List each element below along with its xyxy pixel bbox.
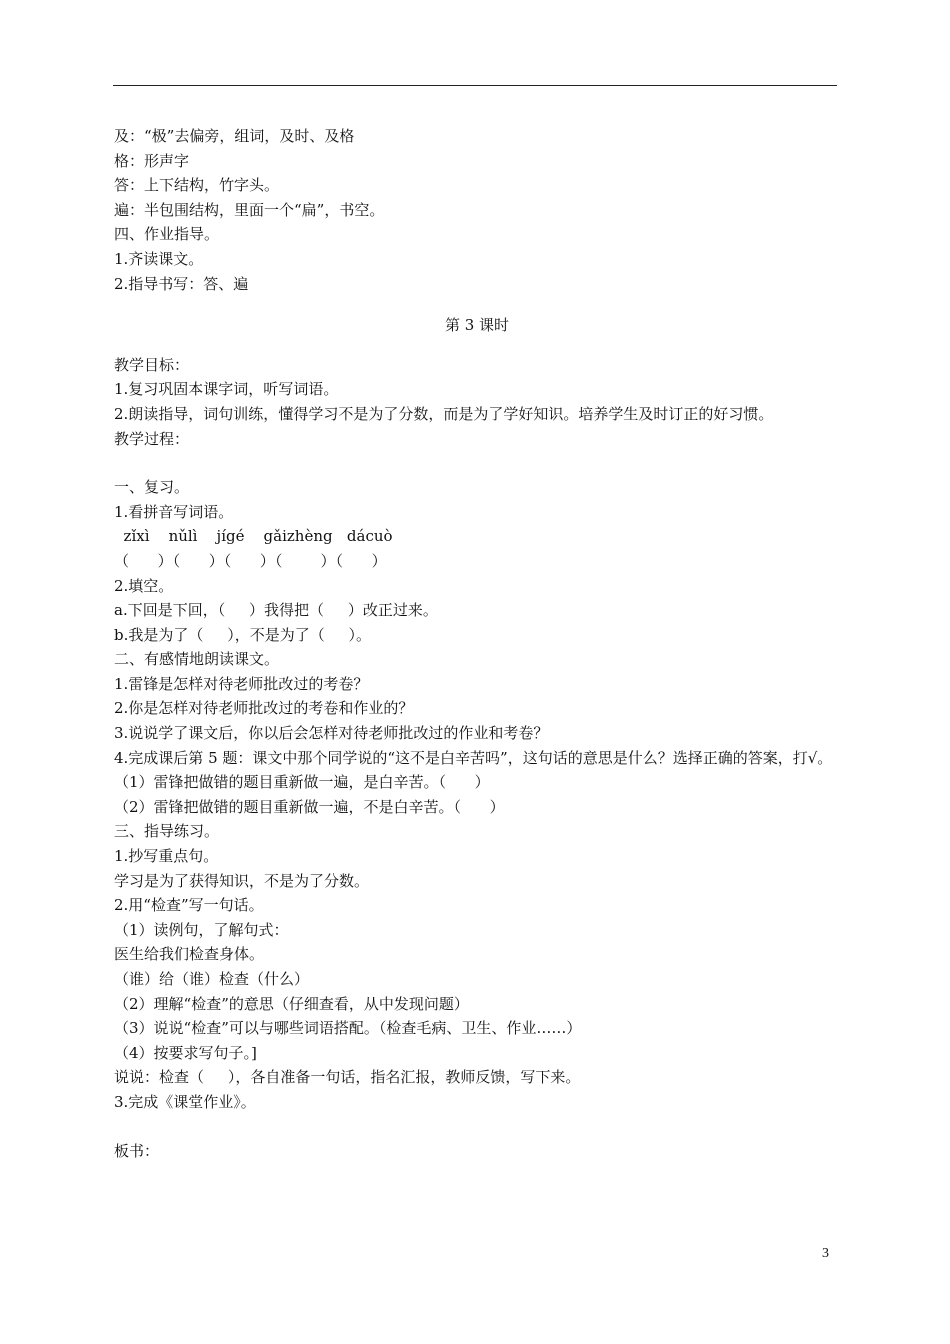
text-line: （4）按要求写句子。] [114,1043,257,1062]
text-line: 2.你是怎样对待老师批改过的考卷和作业的？ [114,699,414,718]
section-heading: 教学过程： [114,429,190,448]
text-line: 答：上下结构，竹字头。 [114,176,280,195]
text-line: 医生给我们检查身体。 [114,945,265,964]
text-line: （2）理解“检查”的意思（仔细查看，从中发现问题） [114,994,469,1013]
text-line: 3.说说学了课文后，你以后会怎样对待老师批改过的作业和考卷？ [114,724,549,743]
pinyin-line: zǐxì nǔlì jígé gǎizhèng dácuò [114,527,393,546]
text-line: 说说：检查（ ），各自准备一句话，指名汇报，教师反馈，写下来。 [114,1068,581,1087]
section-heading: 四、作业指导。 [114,225,220,244]
text-line: 2.指导书写：答、遍 [114,274,249,293]
text-line: 1.齐读课文。 [114,249,204,268]
text-line: （1）读例句，了解句式： [114,920,289,939]
document-body [114,124,844,1163]
section-heading: 教学目标： [114,355,190,374]
text-line: 4.完成课后第 5 题：课文中那个同学说的“这不是白辛苦吗”，这句话的意思是什么？选择正确的答案，打√。 [114,748,833,767]
page-number: 3 [822,1246,829,1261]
text-line: （3）说说“检查”可以与哪些词语搭配。（检查毛病、卫生、作业……） [114,1019,582,1038]
text-line: 2.用“检查”写一句话。 [114,896,264,915]
text-line: 遍：半包围结构，里面一个“扁”，书空。 [114,200,385,219]
board-label: 板书： [114,1141,160,1160]
text-line: （2）雷锋把做错的题目重新做一遍，不是白辛苦。（ ） [114,797,505,816]
text-line: 2.填空。 [114,576,174,595]
text-line: 1.雷锋是怎样对待老师批改过的考卷？ [114,674,369,693]
text-line: 1.看拼音写词语。 [114,502,234,521]
text-line: 3.完成《课堂作业》。 [114,1092,256,1111]
text-line: 格：形声字 [114,151,190,170]
section-heading: 二、有感情地朗读课文。 [114,650,280,669]
text-line: （谁）给（谁）检查（什么） [114,970,310,988]
section-heading: 三、指导练习。 [114,822,220,841]
text-line: b.我是为了（ ），不是为了（ ）。 [114,625,372,644]
text-line: 1.抄写重点句。 [114,847,219,866]
text-line: a.下回是下回，（ ）我得把（ ）改正过来。 [114,601,438,620]
text-line: 学习是为了获得知识，不是为了分数。 [114,871,370,890]
section-heading: 一、复习。 [114,478,190,497]
lesson-title: 第 3 课时 [444,316,510,335]
header-rule [113,85,837,86]
text-line: （1）雷锋把做错的题目重新做一遍，是白辛苦。（ ） [114,773,490,792]
blank-parentheses: （ ）（ ）（ ）（ ）（ ） [114,551,387,570]
text-line: 2.朗读指导，词句训练，懂得学习不是为了分数，而是为了学好知识。培养学生及时订正的好习惯。 [114,404,774,423]
text-line: 及：“极”去偏旁，组词，及时、及格 [114,127,355,145]
text-line: 1.复习巩固本课字词，听写词语。 [114,380,339,399]
